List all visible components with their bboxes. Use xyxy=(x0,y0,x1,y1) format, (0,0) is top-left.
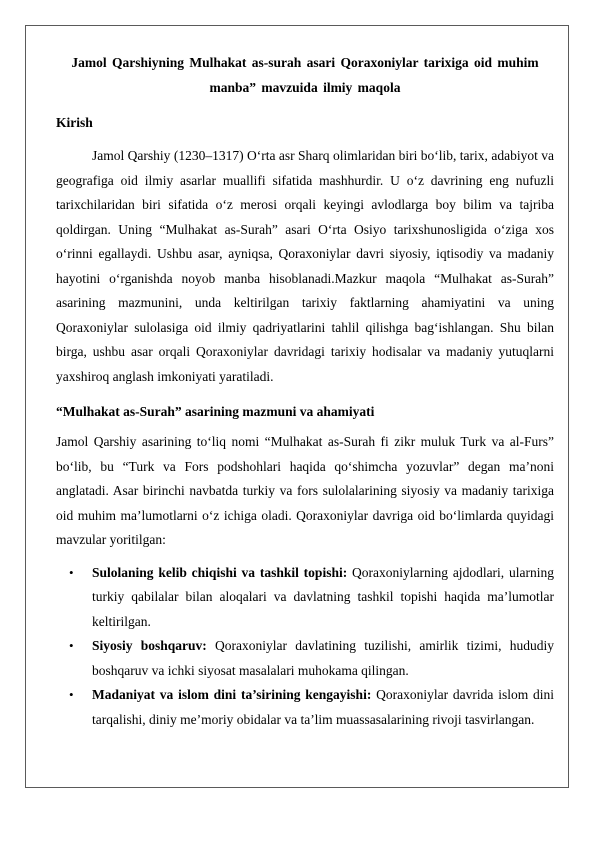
list-item xyxy=(56,634,554,683)
list-item-lead: Madaniyat va islom dini ta’sirining kengayishi: xyxy=(92,687,372,702)
list-item-lead: Sulolaning kelib chiqishi va tashkil topishi: xyxy=(92,564,348,580)
intro-paragraph: Jamol Qarshiy (1230–1317) O‘rta asr Sharq olimlaridan biri bo‘lib, tarix, adabiyot va geografiga oid ilmiy asarlar muallifi sifatida mashhurdir. U o‘z davrining eng nufuzli tarixchilaridan biri sifatida o‘z merosi orqali keyingi avlodlarga boy bilim va tajriba qoldirgan. Uning “Mulhakat as-Surah” asari O‘rta Osiyo tarixshunosligida o‘ziga xos o‘rinni egallaydi. Ushbu asar, ayniqsa, Qoraxoniylar davri siyosiy, iqtisodiy va madaniy hayotini o‘rganishda noyob manba hisoblanadi.Mazkur maqola “Mulhakat as-Surah” asarining mazmunini, unda keltirilgan tarixiy faktlarning ahamiyatini va uning Qoraxoniylar sulolasiga oid ilmiy qadriyatlarini tahlil qilishga bag‘ishlangan. Shu bilan birga, ushbu asar orqali Qoraxoniylar davridagi tarixiy hodisalar va madaniy yutuqlarni yaxshiroq anglash imkoniyati yaratiladi. xyxy=(56,148,554,384)
topic-list xyxy=(56,561,554,733)
list-item xyxy=(56,561,554,635)
list-item xyxy=(56,683,554,732)
section-heading-content: “Mulhakat as-Surah” asarining mazmuni va ahamiyati xyxy=(56,404,375,419)
list-item-text: Qoraxoniylar davlatining tuzilishi, amirlik tizimi, hududiy boshqaruv va ichki siyosat masalalari muhokama qilingan. xyxy=(92,638,554,678)
list-item-text: Qoraxoniylarning ajdodlari, ularning turkiy qabilalar bilan aloqalari va davlatning tashkil topishi haqida ma’lumotlar keltirilgan. xyxy=(92,564,554,629)
bullet-icon: • xyxy=(69,638,74,653)
content-paragraph: Jamol Qarshiy asarining to‘liq nomi “Mulhakat as-Surah fi zikr muluk Turk va al-Furs” bo‘lib, bu “Turk va Fors podshohlari haqida qo‘shimcha yozuvlar” degan ma’noni anglatadi. Asar birinchi navbatda turkiy va fors sulolalarining siyosiy va madaniy tarixiga oid muhim ma’lumotlarni o‘z ichiga oladi. Qoraxoniylar davriga oid bo‘limlarda quyidagi mavzular yoritilgan: xyxy=(56,434,554,547)
bullet-icon: • xyxy=(69,564,74,580)
bullet-icon: • xyxy=(69,687,74,702)
document-title: Jamol Qarshiyning Mulhakat as-surah asari Qoraxoniylar tarixiga oid muhim manba” mavzuida ilmiy maqola xyxy=(71,55,539,95)
list-item-lead: Siyosiy boshqaruv: xyxy=(92,638,207,653)
list-item-text: Qoraxoniylar davrida islom dini tarqalishi, diniy me’moriy obidalar va ta’lim muassasalarining rivoji tasvirlangan. xyxy=(92,687,555,727)
document-body xyxy=(56,50,554,732)
section-heading-intro: Kirish xyxy=(56,115,93,130)
